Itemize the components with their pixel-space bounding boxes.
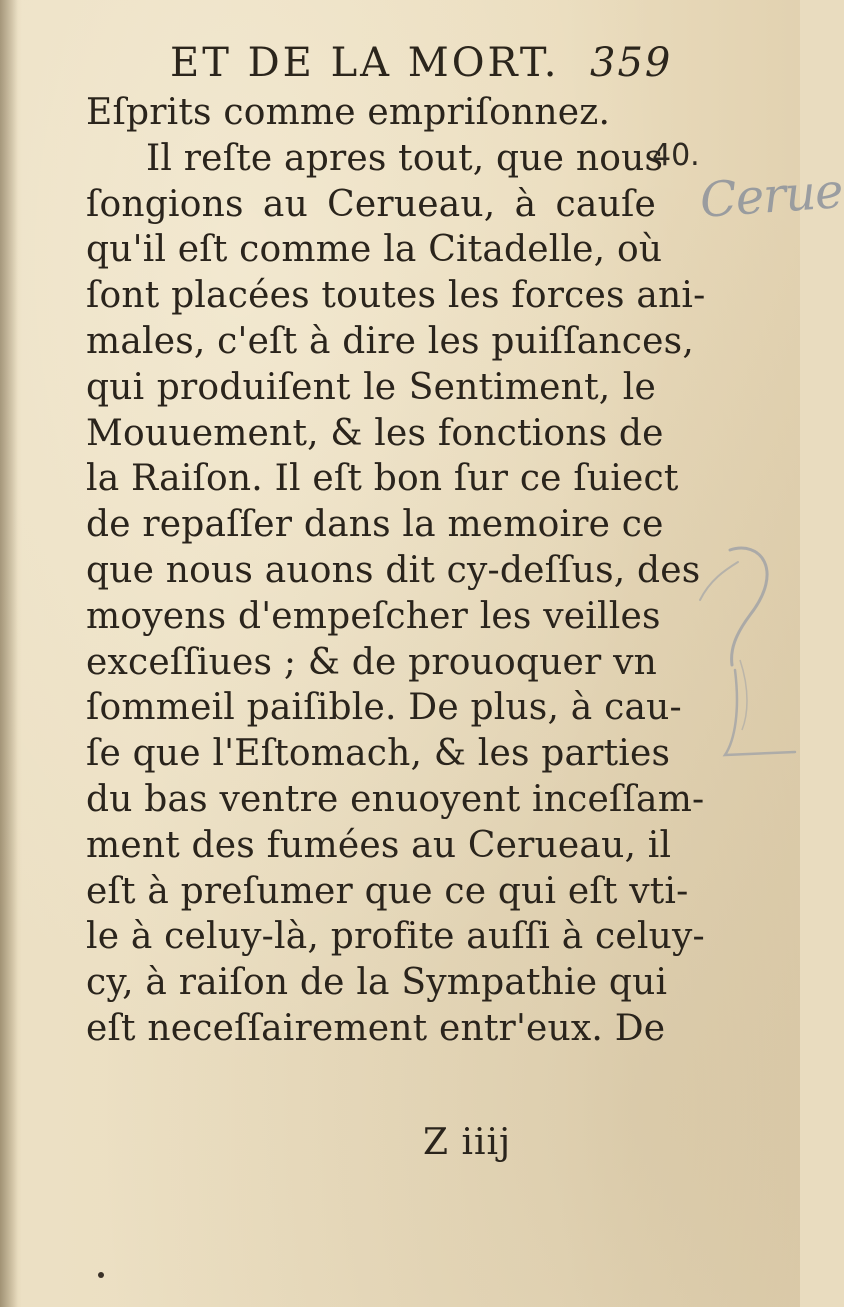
text-line: du bas ventre enuoyent inceſſam- bbox=[86, 778, 705, 820]
text-line: la Raiſon. Il eſt bon ſur ce ſuiect bbox=[86, 458, 679, 500]
text-line: exceſſiues ; & de prouoquer vn bbox=[86, 641, 657, 683]
text-line: eſt à preſumer que ce qui eſt vti- bbox=[86, 870, 689, 912]
text-line: cy, à raiſon de la Sympathie qui bbox=[86, 962, 668, 1004]
margin-note-number: 40. bbox=[652, 138, 700, 173]
text-line: eſt neceſſairement entr'eux. De bbox=[86, 1007, 666, 1049]
text-line: de repaſſer dans la memoire ce bbox=[86, 504, 664, 546]
text-line: moyens d'empeſcher les veilles bbox=[86, 595, 661, 637]
pencil-bracket-mark bbox=[690, 540, 800, 870]
gutter-shadow bbox=[0, 0, 18, 1307]
text-line: qu'il eſt comme la Citadelle, où bbox=[86, 229, 663, 271]
text-line: Mouuement, & les fonctions de bbox=[86, 412, 664, 454]
text-line: que nous auons dit cy-deſſus, des bbox=[86, 549, 701, 591]
text-line: ſont placées toutes les forces ani- bbox=[86, 275, 706, 317]
text-line: le à celuy-là, profite auſſi à celuy- bbox=[86, 916, 705, 958]
margin-handwritten-note: Cerue bbox=[698, 163, 844, 229]
running-head bbox=[170, 40, 673, 90]
text-line: ſe que l'Eſtomach, & les parties bbox=[86, 733, 671, 775]
text-line: ſommeil paiſible. De plus, à cau- bbox=[86, 687, 682, 729]
text-line: males, c'eſt à dire les puiſſances, bbox=[86, 320, 694, 362]
text-line: qui produiſent le Sentiment, le bbox=[86, 366, 656, 408]
running-head-title: ET DE LA MORT. bbox=[170, 40, 560, 86]
page-number: 359 bbox=[590, 40, 673, 86]
text-line: ſongions au Cerueau, à cauſe bbox=[86, 183, 656, 225]
ink-speck bbox=[98, 1272, 104, 1278]
signature-mark: Z iiij bbox=[423, 1122, 512, 1163]
text-line: ment des fumées au Cerueau, il bbox=[86, 824, 672, 866]
text-line: Il reſte apres tout, que nous bbox=[146, 137, 664, 179]
text-line: Eſprits comme empriſonnez. bbox=[86, 92, 611, 133]
